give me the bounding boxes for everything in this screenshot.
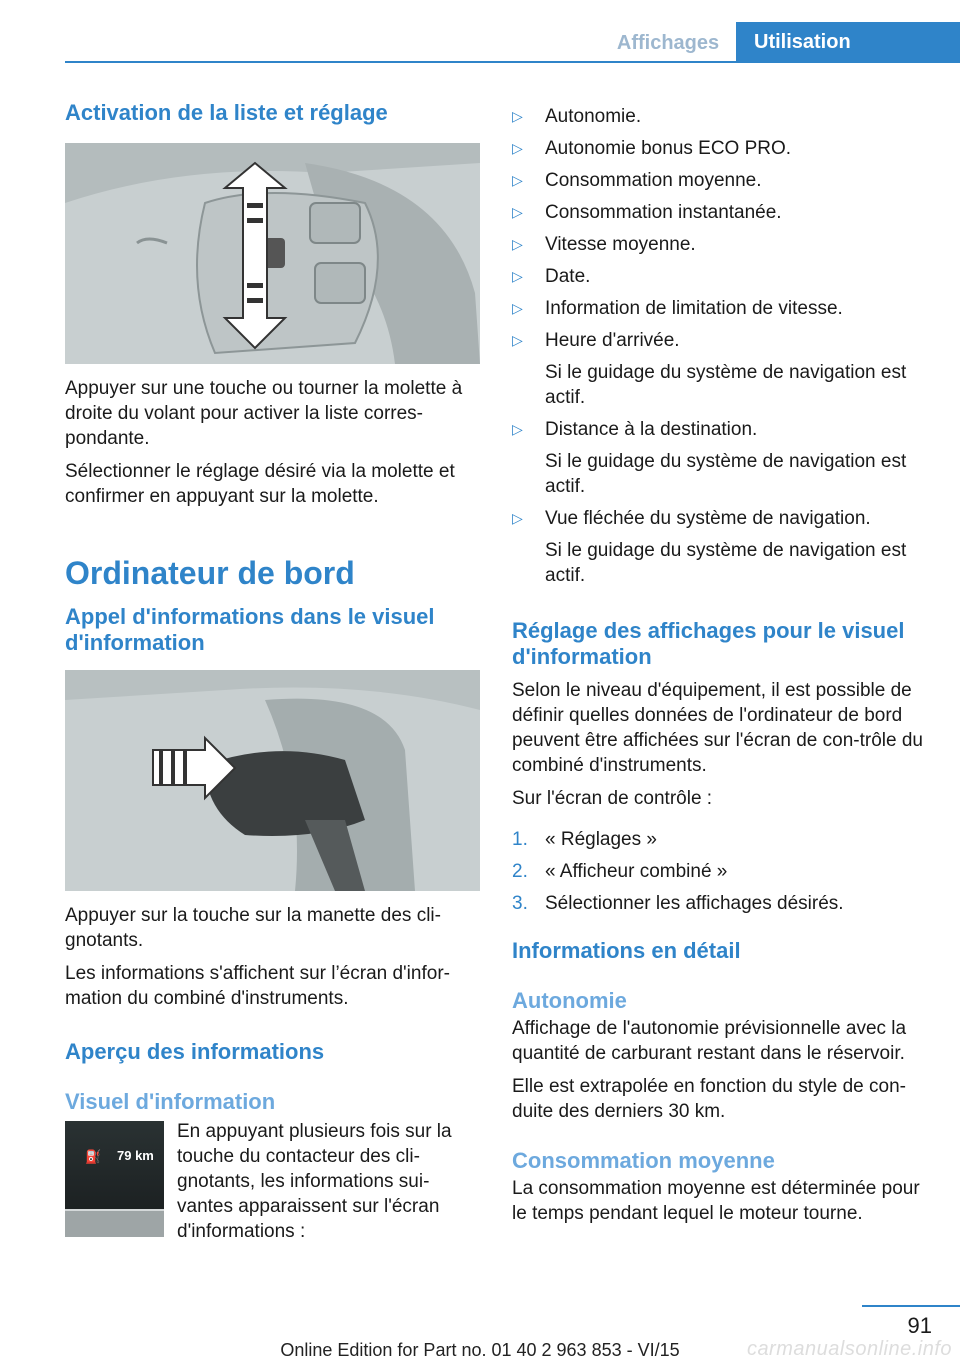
bullet-text-block xyxy=(545,232,932,257)
step-number: 1. xyxy=(512,829,528,850)
heading-consommation: Consommation moyenne xyxy=(512,1148,775,1173)
bullet-item xyxy=(512,200,932,225)
bullet-item xyxy=(512,417,932,499)
left-column xyxy=(65,100,480,1244)
footer-rule xyxy=(862,1305,960,1307)
display-value: 79 km xyxy=(117,1148,154,1163)
bullet-arrow-icon: ▷ xyxy=(512,421,523,437)
heading-activation: Activation de la liste et réglage xyxy=(65,100,388,125)
step-number: 3. xyxy=(512,893,528,914)
page-number: 91 xyxy=(907,1313,932,1338)
bullet-text-block xyxy=(545,417,932,499)
paragraph-consommation: La consommation moyenne est déterminée pour le temps pendant lequel le moteur tourne. xyxy=(512,1178,920,1224)
display-bezel xyxy=(65,1209,164,1237)
bullet-arrow-icon: ▷ xyxy=(512,332,523,348)
right-column xyxy=(512,104,932,1226)
paragraph-autonomie-1: Affichage de l'autonomie prévisionnelle avec la quantité de carburant restant dans le réservoir. xyxy=(512,1018,907,1064)
bullet-item xyxy=(512,328,932,410)
bullet-text: Date. xyxy=(545,266,591,287)
paragraph-autonomie-2: Elle est extrapolée en fonction du style de con-duite des derniers 30 km. xyxy=(512,1076,906,1122)
watermark: carmanualsonline.info xyxy=(746,1338,952,1360)
bullet-arrow-icon: ▷ xyxy=(512,300,523,316)
bullet-text-block xyxy=(545,328,932,410)
heading-appel: Appel d'informations dans le visuel d'information xyxy=(65,604,435,655)
bullet-arrow-icon: ▷ xyxy=(512,204,523,220)
bullet-item xyxy=(512,136,932,161)
bullet-item xyxy=(512,232,932,257)
bullet-text-block xyxy=(545,264,932,289)
turn-signal-lever-illustration xyxy=(65,670,480,891)
step-number: 2. xyxy=(512,861,528,882)
bullet-arrow-icon: ▷ xyxy=(512,172,523,188)
header-chapter-tab: Utilisation xyxy=(736,22,960,62)
bullet-text: Consommation instantanée. xyxy=(545,202,782,223)
info-display-thumbnail xyxy=(65,1121,164,1235)
bullet-text-block xyxy=(545,296,932,321)
bullet-item xyxy=(512,506,932,588)
bullet-arrow-icon: ▷ xyxy=(512,268,523,284)
paragraph-visuel: En appuyant plusieurs fois sur la touche du contacteur des cli-gnotants, les informations sui-vantes apparaissent sur l'écran d'informations : xyxy=(177,1121,452,1242)
lever-drawing xyxy=(65,670,480,891)
bullet-item xyxy=(512,104,932,129)
bullet-text: Vue fléchée du système de navigation. xyxy=(545,508,871,529)
bullet-subtext: Si le guidage du système de navigation est actif. xyxy=(545,451,907,497)
bullet-arrow-icon: ▷ xyxy=(512,108,523,124)
steering-wheel-drawing xyxy=(65,143,480,364)
step-text: « Afficheur combiné » xyxy=(545,861,728,882)
bullet-text: Autonomie. xyxy=(545,106,642,127)
visuel-block xyxy=(65,1119,480,1244)
heading-visuel: Visuel d'information xyxy=(65,1089,276,1114)
heading-autonomie: Autonomie xyxy=(512,988,627,1013)
bullet-text-block xyxy=(545,200,932,225)
bullet-text: Vitesse moyenne. xyxy=(545,234,696,255)
header-rule xyxy=(65,61,960,63)
heading-ordinateur: Ordinateur de bord xyxy=(65,555,355,591)
paragraph-reglage-1: Selon le niveau d'équipement, il est possible de définir quelles données de l'ordinateur de bord peuvent être affichées sur l'écran de con-trôle du combiné d'instruments. xyxy=(512,680,923,776)
step-text: « Réglages » xyxy=(545,829,657,850)
step-item xyxy=(512,891,932,916)
bullet-item xyxy=(512,296,932,321)
heading-apercu: Aperçu des informations xyxy=(65,1039,325,1064)
fuel-pump-icon: ⛽ xyxy=(85,1149,102,1164)
paragraph-activation-1: Appuyer sur une touche ou tourner la molette à droite du volant pour activer la liste corres-pondante. xyxy=(65,378,463,449)
info-bullet-list xyxy=(512,104,932,588)
bullet-text-block xyxy=(545,104,932,129)
paragraph-reglage-2: Sur l'écran de contrôle : xyxy=(512,788,713,809)
bullet-text: Consommation moyenne. xyxy=(545,170,762,191)
step-item xyxy=(512,859,932,884)
bullet-subtext: Si le guidage du système de navigation est actif. xyxy=(545,362,907,408)
paragraph-appel-2: Les informations s'affichent sur l’écran d'infor-mation du combiné d'instruments. xyxy=(65,963,450,1009)
bullet-text: Heure d'arrivée. xyxy=(545,330,680,351)
bullet-item xyxy=(512,264,932,289)
bullet-arrow-icon: ▷ xyxy=(512,236,523,252)
display-panel xyxy=(65,1121,164,1209)
bullet-text-block xyxy=(545,136,932,161)
bullet-text-block xyxy=(545,506,932,588)
heading-reglage: Réglage des affichages pour le visuel d'information xyxy=(512,618,905,669)
steps-list xyxy=(512,827,932,916)
edition-line: Online Edition for Part no. 01 40 2 963 853 - VI/15 xyxy=(280,1340,680,1360)
header-section-tab: Affichages xyxy=(616,32,720,54)
bullet-subtext: Si le guidage du système de navigation est actif. xyxy=(545,540,907,586)
paragraph-activation-2: Sélectionner le réglage désiré via la molette et confirmer en appuyant sur la molette. xyxy=(65,461,455,507)
bullet-arrow-icon: ▷ xyxy=(512,510,523,526)
paragraph-appel-1: Appuyer sur la touche sur la manette des cli-gnotants. xyxy=(65,905,441,951)
bullet-text: Autonomie bonus ECO PRO. xyxy=(545,138,792,159)
bullet-text: Distance à la destination. xyxy=(545,419,758,440)
steering-wheel-illustration xyxy=(65,143,480,364)
bullet-item xyxy=(512,168,932,193)
step-item xyxy=(512,827,932,852)
bullet-text-block xyxy=(545,168,932,193)
step-text: Sélectionner les affichages désirés. xyxy=(545,893,844,914)
bullet-text: Information de limitation de vitesse. xyxy=(545,298,843,319)
bullet-arrow-icon: ▷ xyxy=(512,140,523,156)
heading-details: Informations en détail xyxy=(512,938,741,963)
